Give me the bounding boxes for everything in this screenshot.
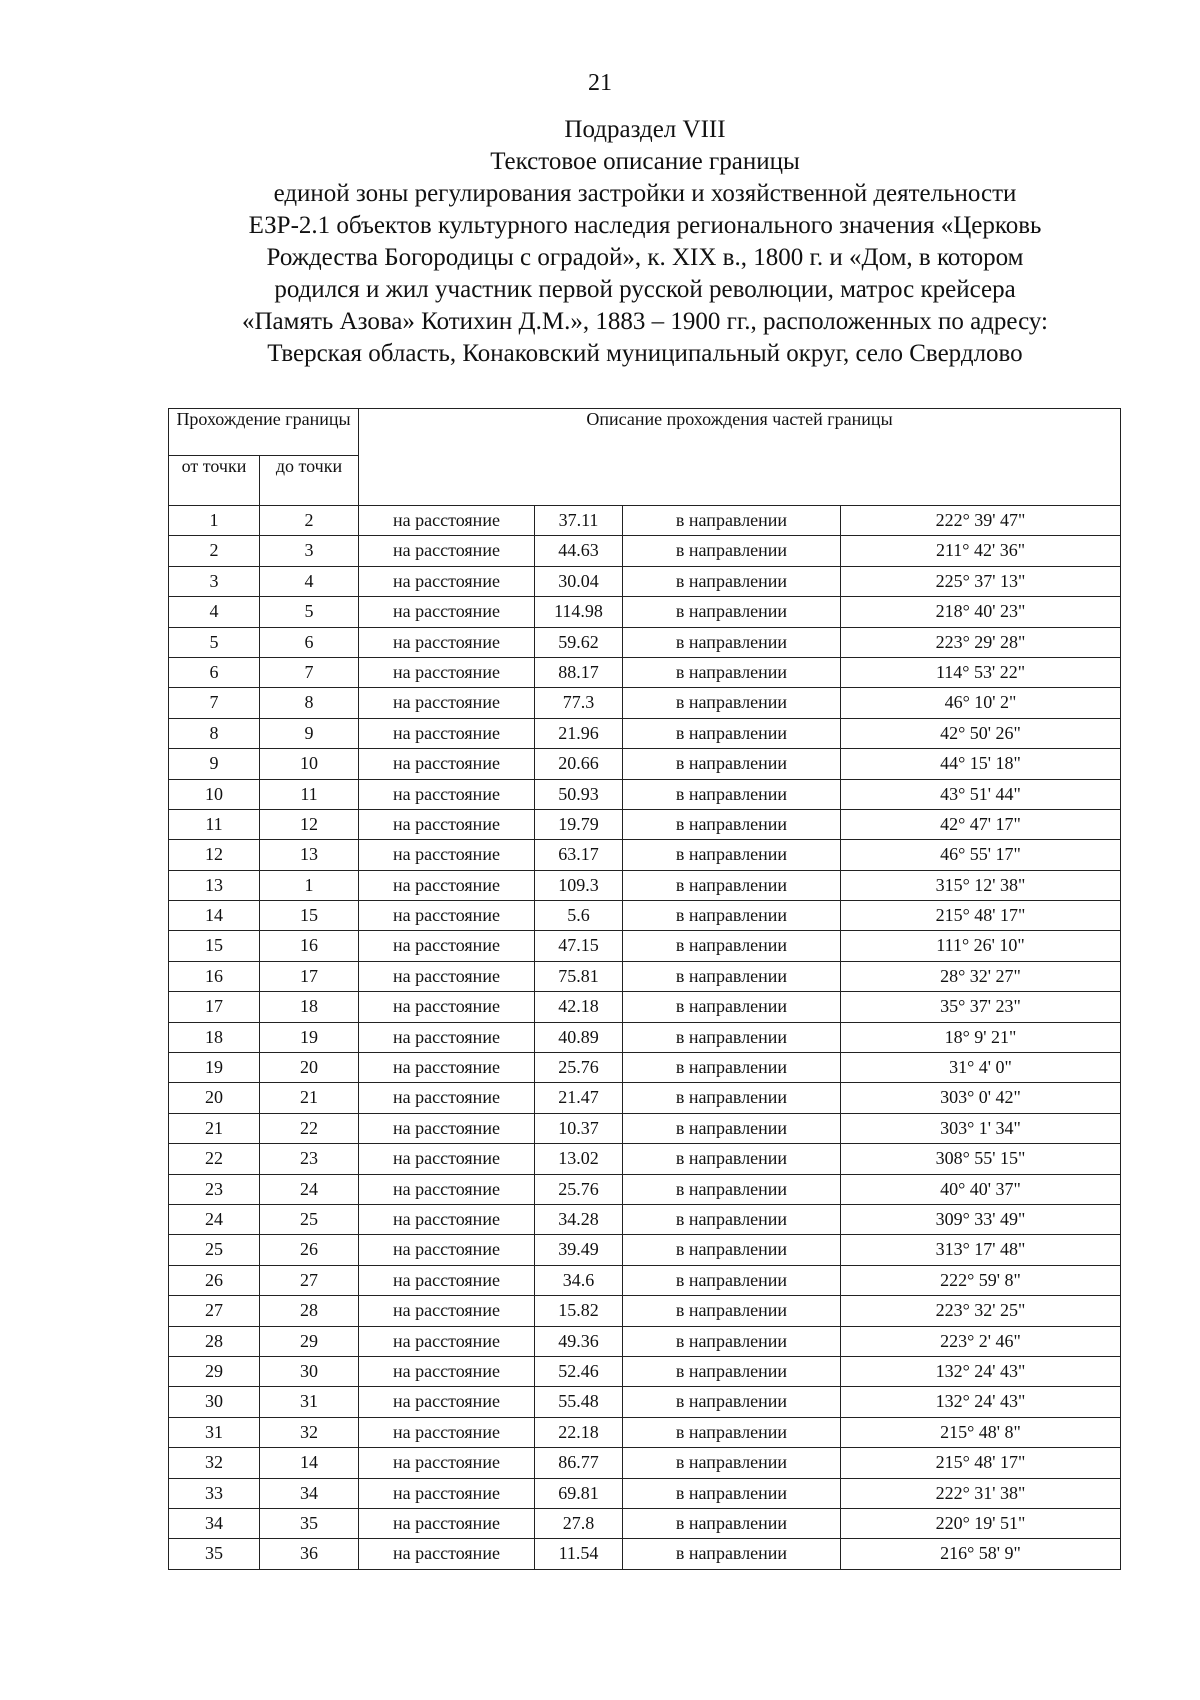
distance-value-cell: 42.18	[535, 992, 623, 1022]
distance-value-cell: 20.66	[535, 749, 623, 779]
direction-label-cell: в направлении	[623, 597, 841, 627]
direction-label-cell: в направлении	[623, 536, 841, 566]
distance-value-cell: 19.79	[535, 809, 623, 839]
direction-label-cell: в направлении	[623, 1478, 841, 1508]
distance-label-cell: на расстояние	[359, 1204, 535, 1234]
table-row	[169, 1235, 1121, 1265]
table-row	[169, 1204, 1121, 1234]
distance-label-cell: на расстояние	[359, 1356, 535, 1386]
point-to-cell: 15	[260, 901, 359, 931]
point-to-cell: 18	[260, 992, 359, 1022]
point-from-cell: 35	[169, 1539, 260, 1569]
header-passage: Прохождение границы	[169, 409, 359, 456]
direction-angle-cell: 215° 48' 17"	[841, 1448, 1121, 1478]
table-row	[169, 870, 1121, 900]
distance-value-cell: 69.81	[535, 1478, 623, 1508]
distance-label-cell: на расстояние	[359, 1265, 535, 1295]
point-to-cell: 8	[260, 688, 359, 718]
direction-label-cell: в направлении	[623, 1448, 841, 1478]
distance-label-cell: на расстояние	[359, 1053, 535, 1083]
direction-label-cell: в направлении	[623, 1326, 841, 1356]
table-row	[169, 1478, 1121, 1508]
header-to: до точки	[260, 456, 359, 506]
point-to-cell: 23	[260, 1144, 359, 1174]
point-to-cell: 14	[260, 1448, 359, 1478]
point-to-cell: 27	[260, 1265, 359, 1295]
distance-value-cell: 11.54	[535, 1539, 623, 1569]
point-from-cell: 15	[169, 931, 260, 961]
table-row	[169, 992, 1121, 1022]
distance-label-cell: на расстояние	[359, 1022, 535, 1052]
point-from-cell: 18	[169, 1022, 260, 1052]
direction-angle-cell: 46° 10' 2"	[841, 688, 1121, 718]
distance-value-cell: 25.76	[535, 1053, 623, 1083]
direction-angle-cell: 42° 47' 17"	[841, 809, 1121, 839]
point-to-cell: 34	[260, 1478, 359, 1508]
distance-value-cell: 21.47	[535, 1083, 623, 1113]
direction-angle-cell: 46° 55' 17"	[841, 840, 1121, 870]
direction-label-cell: в направлении	[623, 657, 841, 687]
point-from-cell: 16	[169, 961, 260, 991]
point-to-cell: 1	[260, 870, 359, 900]
direction-label-cell: в направлении	[623, 1387, 841, 1417]
distance-label-cell: на расстояние	[359, 566, 535, 596]
distance-label-cell: на расстояние	[359, 961, 535, 991]
table-row	[169, 1113, 1121, 1143]
distance-value-cell: 52.46	[535, 1356, 623, 1386]
distance-label-cell: на расстояние	[359, 688, 535, 718]
point-to-cell: 31	[260, 1387, 359, 1417]
table-row	[169, 779, 1121, 809]
direction-label-cell: в направлении	[623, 1356, 841, 1386]
point-to-cell: 36	[260, 1539, 359, 1569]
point-to-cell: 29	[260, 1326, 359, 1356]
point-from-cell: 13	[169, 870, 260, 900]
distance-label-cell: на расстояние	[359, 809, 535, 839]
direction-label-cell: в направлении	[623, 1174, 841, 1204]
point-from-cell: 8	[169, 718, 260, 748]
table-row	[169, 506, 1121, 536]
table-row	[169, 1296, 1121, 1326]
point-from-cell: 2	[169, 536, 260, 566]
distance-value-cell: 77.3	[535, 688, 623, 718]
table-row	[169, 931, 1121, 961]
direction-angle-cell: 35° 37' 23"	[841, 992, 1121, 1022]
direction-label-cell: в направлении	[623, 809, 841, 839]
point-from-cell: 25	[169, 1235, 260, 1265]
direction-angle-cell: 225° 37' 13"	[841, 566, 1121, 596]
table-row	[169, 809, 1121, 839]
direction-angle-cell: 31° 4' 0"	[841, 1053, 1121, 1083]
distance-label-cell: на расстояние	[359, 870, 535, 900]
distance-label-cell: на расстояние	[359, 749, 535, 779]
distance-value-cell: 34.28	[535, 1204, 623, 1234]
direction-angle-cell: 40° 40' 37"	[841, 1174, 1121, 1204]
heading-line: «Память Азова» Котихин Д.М.», 1883 – 1900 гг., расположенных по адресу:	[241, 308, 1049, 335]
direction-label-cell: в направлении	[623, 1235, 841, 1265]
direction-angle-cell: 215° 48' 8"	[841, 1417, 1121, 1447]
distance-label-cell: на расстояние	[359, 506, 535, 536]
distance-value-cell: 21.96	[535, 718, 623, 748]
heading-line: единой зоны регулирования застройки и хозяйственной деятельности	[273, 180, 1017, 207]
direction-label-cell: в направлении	[623, 1053, 841, 1083]
point-from-cell: 30	[169, 1387, 260, 1417]
direction-angle-cell: 218° 40' 23"	[841, 597, 1121, 627]
point-from-cell: 7	[169, 688, 260, 718]
point-to-cell: 5	[260, 597, 359, 627]
point-to-cell: 22	[260, 1113, 359, 1143]
distance-value-cell: 5.6	[535, 901, 623, 931]
point-from-cell: 1	[169, 506, 260, 536]
point-to-cell: 28	[260, 1296, 359, 1326]
heading-line: Рождества Богородицы с оградой», к. XIX в., 1800 г. и «Дом, в котором	[266, 244, 1024, 271]
direction-angle-cell: 313° 17' 48"	[841, 1235, 1121, 1265]
point-from-cell: 5	[169, 627, 260, 657]
table-row	[169, 1326, 1121, 1356]
distance-label-cell: на расстояние	[359, 1083, 535, 1113]
point-from-cell: 27	[169, 1296, 260, 1326]
point-from-cell: 23	[169, 1174, 260, 1204]
direction-angle-cell: 303° 0' 42"	[841, 1083, 1121, 1113]
direction-label-cell: в направлении	[623, 1083, 841, 1113]
distance-label-cell: на расстояние	[359, 992, 535, 1022]
heading-line: родился и жил участник первой русской революции, матрос крейсера	[274, 276, 1016, 303]
heading-line: Тверская область, Конаковский муниципальный округ, село Свердлово	[267, 340, 1023, 367]
distance-label-cell: на расстояние	[359, 1387, 535, 1417]
distance-label-cell: на расстояние	[359, 657, 535, 687]
direction-label-cell: в направлении	[623, 627, 841, 657]
direction-angle-cell: 216° 58' 9"	[841, 1539, 1121, 1569]
direction-angle-cell: 315° 12' 38"	[841, 870, 1121, 900]
point-from-cell: 28	[169, 1326, 260, 1356]
table-row	[169, 536, 1121, 566]
table-row	[169, 1387, 1121, 1417]
point-from-cell: 20	[169, 1083, 260, 1113]
table-row	[169, 718, 1121, 748]
table-body	[169, 506, 1121, 1570]
distance-value-cell: 27.8	[535, 1508, 623, 1538]
table-row	[169, 901, 1121, 931]
point-from-cell: 33	[169, 1478, 260, 1508]
point-to-cell: 12	[260, 809, 359, 839]
table-row	[169, 566, 1121, 596]
distance-label-cell: на расстояние	[359, 597, 535, 627]
direction-label-cell: в направлении	[623, 1144, 841, 1174]
direction-angle-cell: 18° 9' 21"	[841, 1022, 1121, 1052]
table-row	[169, 688, 1121, 718]
direction-label-cell: в направлении	[623, 718, 841, 748]
distance-value-cell: 13.02	[535, 1144, 623, 1174]
point-from-cell: 34	[169, 1508, 260, 1538]
distance-label-cell: на расстояние	[359, 840, 535, 870]
table-row	[169, 961, 1121, 991]
distance-label-cell: на расстояние	[359, 1326, 535, 1356]
header-description: Описание прохождения частей границы	[359, 409, 1121, 506]
point-to-cell: 35	[260, 1508, 359, 1538]
table-row	[169, 749, 1121, 779]
direction-angle-cell: 222° 31' 38"	[841, 1478, 1121, 1508]
direction-label-cell: в направлении	[623, 1508, 841, 1538]
direction-label-cell: в направлении	[623, 1539, 841, 1569]
distance-label-cell: на расстояние	[359, 1448, 535, 1478]
direction-label-cell: в направлении	[623, 1204, 841, 1234]
point-to-cell: 32	[260, 1417, 359, 1447]
section-heading	[150, 114, 1140, 370]
heading-line: Текстовое описание границы	[490, 148, 800, 175]
point-to-cell: 9	[260, 718, 359, 748]
point-from-cell: 3	[169, 566, 260, 596]
distance-label-cell: на расстояние	[359, 718, 535, 748]
table-row	[169, 657, 1121, 687]
point-from-cell: 24	[169, 1204, 260, 1234]
direction-label-cell: в направлении	[623, 1417, 841, 1447]
distance-value-cell: 109.3	[535, 870, 623, 900]
direction-label-cell: в направлении	[623, 840, 841, 870]
table-row	[169, 840, 1121, 870]
distance-label-cell: на расстояние	[359, 901, 535, 931]
distance-value-cell: 49.36	[535, 1326, 623, 1356]
distance-label-cell: на расстояние	[359, 1144, 535, 1174]
point-to-cell: 26	[260, 1235, 359, 1265]
point-to-cell: 19	[260, 1022, 359, 1052]
direction-angle-cell: 303° 1' 34"	[841, 1113, 1121, 1143]
direction-angle-cell: 132° 24' 43"	[841, 1387, 1121, 1417]
point-to-cell: 16	[260, 931, 359, 961]
distance-value-cell: 40.89	[535, 1022, 623, 1052]
direction-angle-cell: 28° 32' 27"	[841, 961, 1121, 991]
point-from-cell: 6	[169, 657, 260, 687]
direction-label-cell: в направлении	[623, 566, 841, 596]
direction-label-cell: в направлении	[623, 1022, 841, 1052]
point-to-cell: 21	[260, 1083, 359, 1113]
point-from-cell: 4	[169, 597, 260, 627]
distance-value-cell: 39.49	[535, 1235, 623, 1265]
table-row	[169, 1448, 1121, 1478]
point-to-cell: 20	[260, 1053, 359, 1083]
direction-angle-cell: 132° 24' 43"	[841, 1356, 1121, 1386]
table-row	[169, 1083, 1121, 1113]
header-from: от точки	[169, 456, 260, 506]
direction-label-cell: в направлении	[623, 992, 841, 1022]
direction-angle-cell: 114° 53' 22"	[841, 657, 1121, 687]
distance-value-cell: 47.15	[535, 931, 623, 961]
distance-value-cell: 59.62	[535, 627, 623, 657]
distance-value-cell: 114.98	[535, 597, 623, 627]
point-to-cell: 11	[260, 779, 359, 809]
direction-label-cell: в направлении	[623, 870, 841, 900]
distance-value-cell: 34.6	[535, 1265, 623, 1295]
table-row	[169, 597, 1121, 627]
direction-label-cell: в направлении	[623, 749, 841, 779]
distance-label-cell: на расстояние	[359, 1417, 535, 1447]
direction-angle-cell: 211° 42' 36"	[841, 536, 1121, 566]
point-from-cell: 14	[169, 901, 260, 931]
point-from-cell: 22	[169, 1144, 260, 1174]
distance-value-cell: 55.48	[535, 1387, 623, 1417]
distance-label-cell: на расстояние	[359, 627, 535, 657]
direction-label-cell: в направлении	[623, 506, 841, 536]
direction-angle-cell: 222° 39' 47"	[841, 506, 1121, 536]
point-from-cell: 19	[169, 1053, 260, 1083]
page-number: 21	[588, 70, 612, 96]
direction-angle-cell: 220° 19' 51"	[841, 1508, 1121, 1538]
direction-angle-cell: 222° 59' 8"	[841, 1265, 1121, 1295]
direction-label-cell: в направлении	[623, 961, 841, 991]
direction-angle-cell: 44° 15' 18"	[841, 749, 1121, 779]
distance-label-cell: на расстояние	[359, 1235, 535, 1265]
heading-line: ЕЗР-2.1 объектов культурного наследия регионального значения «Церковь	[248, 212, 1042, 239]
direction-angle-cell: 43° 51' 44"	[841, 779, 1121, 809]
distance-value-cell: 88.17	[535, 657, 623, 687]
point-to-cell: 2	[260, 506, 359, 536]
direction-label-cell: в направлении	[623, 1296, 841, 1326]
distance-value-cell: 30.04	[535, 566, 623, 596]
point-to-cell: 17	[260, 961, 359, 991]
direction-label-cell: в направлении	[623, 1265, 841, 1295]
point-from-cell: 26	[169, 1265, 260, 1295]
point-from-cell: 31	[169, 1417, 260, 1447]
distance-value-cell: 15.82	[535, 1296, 623, 1326]
point-to-cell: 25	[260, 1204, 359, 1234]
direction-angle-cell: 308° 55' 15"	[841, 1144, 1121, 1174]
point-from-cell: 32	[169, 1448, 260, 1478]
heading-line: Подраздел VIII	[564, 116, 726, 143]
distance-label-cell: на расстояние	[359, 1478, 535, 1508]
direction-angle-cell: 223° 32' 25"	[841, 1296, 1121, 1326]
direction-angle-cell: 215° 48' 17"	[841, 901, 1121, 931]
point-to-cell: 7	[260, 657, 359, 687]
distance-value-cell: 75.81	[535, 961, 623, 991]
distance-value-cell: 22.18	[535, 1417, 623, 1447]
distance-label-cell: на расстояние	[359, 1539, 535, 1569]
table-row	[169, 1356, 1121, 1386]
point-to-cell: 4	[260, 566, 359, 596]
distance-value-cell: 10.37	[535, 1113, 623, 1143]
distance-label-cell: на расстояние	[359, 1296, 535, 1326]
point-from-cell: 12	[169, 840, 260, 870]
distance-label-cell: на расстояние	[359, 1508, 535, 1538]
distance-label-cell: на расстояние	[359, 1113, 535, 1143]
distance-label-cell: на расстояние	[359, 931, 535, 961]
point-from-cell: 21	[169, 1113, 260, 1143]
table-row	[169, 1539, 1121, 1569]
distance-value-cell: 86.77	[535, 1448, 623, 1478]
point-from-cell: 11	[169, 809, 260, 839]
distance-value-cell: 37.11	[535, 506, 623, 536]
distance-value-cell: 44.63	[535, 536, 623, 566]
direction-label-cell: в направлении	[623, 779, 841, 809]
distance-value-cell: 63.17	[535, 840, 623, 870]
boundary-table	[168, 408, 1121, 1570]
point-to-cell: 13	[260, 840, 359, 870]
distance-label-cell: на расстояние	[359, 1174, 535, 1204]
point-from-cell: 17	[169, 992, 260, 1022]
point-to-cell: 30	[260, 1356, 359, 1386]
direction-label-cell: в направлении	[623, 688, 841, 718]
direction-angle-cell: 111° 26' 10"	[841, 931, 1121, 961]
table-row	[169, 1417, 1121, 1447]
table-row	[169, 1053, 1121, 1083]
point-to-cell: 6	[260, 627, 359, 657]
table-row	[169, 1022, 1121, 1052]
distance-value-cell: 50.93	[535, 779, 623, 809]
direction-angle-cell: 42° 50' 26"	[841, 718, 1121, 748]
table-row	[169, 1265, 1121, 1295]
direction-label-cell: в направлении	[623, 931, 841, 961]
point-from-cell: 9	[169, 749, 260, 779]
table-row	[169, 1508, 1121, 1538]
table-row	[169, 627, 1121, 657]
point-to-cell: 24	[260, 1174, 359, 1204]
table-row	[169, 1144, 1121, 1174]
direction-angle-cell: 223° 29' 28"	[841, 627, 1121, 657]
point-to-cell: 10	[260, 749, 359, 779]
distance-label-cell: на расстояние	[359, 536, 535, 566]
distance-value-cell: 25.76	[535, 1174, 623, 1204]
point-to-cell: 3	[260, 536, 359, 566]
point-from-cell: 10	[169, 779, 260, 809]
direction-label-cell: в направлении	[623, 1113, 841, 1143]
distance-label-cell: на расстояние	[359, 779, 535, 809]
direction-angle-cell: 223° 2' 46"	[841, 1326, 1121, 1356]
direction-label-cell: в направлении	[623, 901, 841, 931]
point-from-cell: 29	[169, 1356, 260, 1386]
table-row	[169, 1174, 1121, 1204]
direction-angle-cell: 309° 33' 49"	[841, 1204, 1121, 1234]
